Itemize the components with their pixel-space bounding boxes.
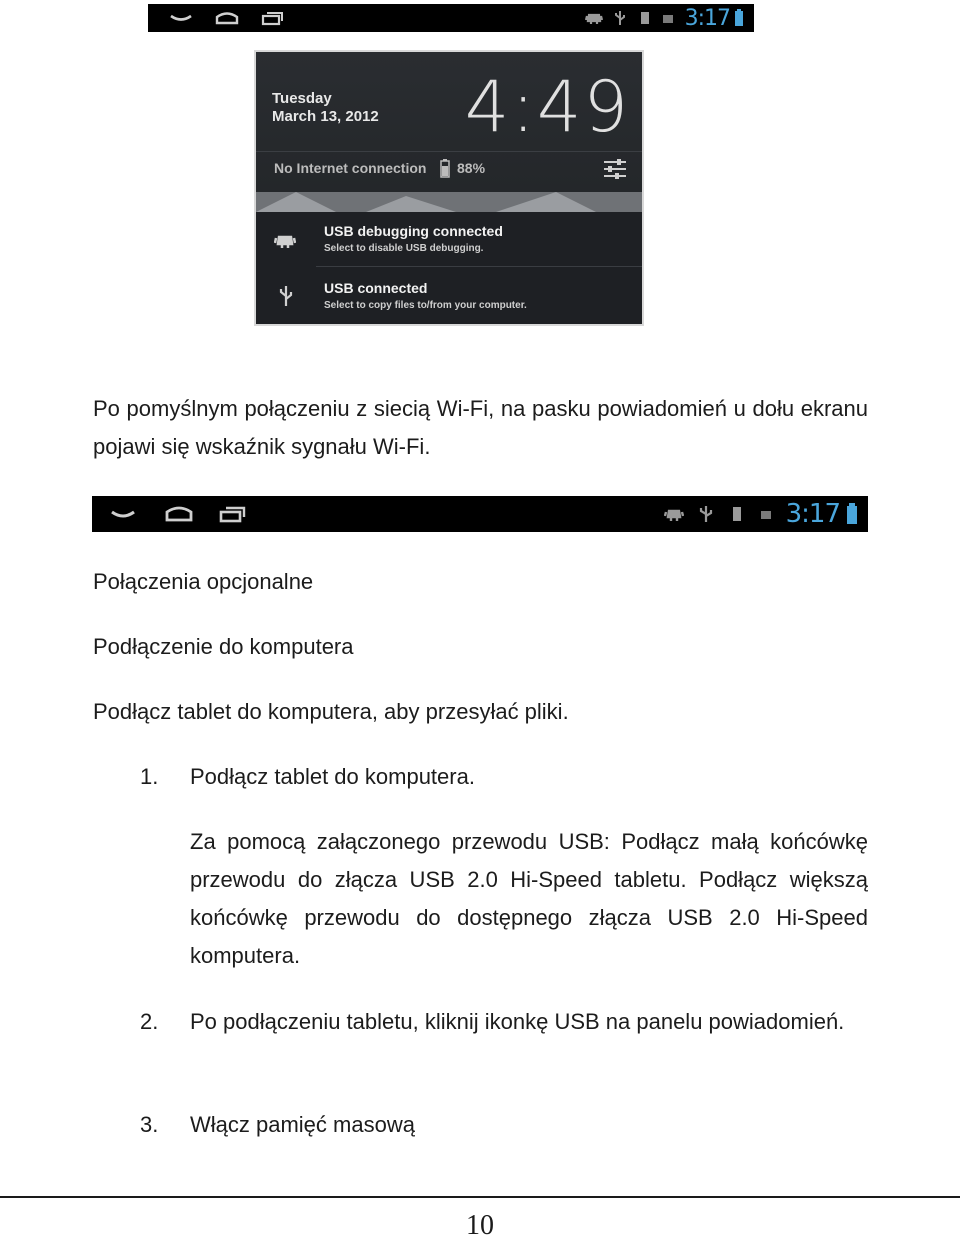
step-number: 3. (140, 1112, 159, 1137)
step-text: Włącz pamięć masową (190, 1112, 415, 1137)
android-debug-icon (664, 505, 684, 523)
step-number: 2. (140, 1009, 159, 1034)
wifi-paragraph: Po pomyślnym połączeniu z siecią Wi-Fi, na pasku powiadomień u dołu ekranu pojawi się wskaźnik sygnału Wi-Fi. (93, 396, 868, 459)
android-debug-icon (585, 10, 603, 26)
back-icon[interactable] (108, 504, 138, 524)
step-text: Podłącz tablet do komputera. (190, 764, 475, 789)
step1-detail: Za pomocą załączonego przewodu USB: Podłącz małą końcówkę przewodu do złącza USB 2.0 Hi-Speed tabletu. Podłącz większą końcówkę przewodu do dostępnego złącza USB 2.0 Hi-Speed komputera. (190, 829, 868, 968)
day-label: Tuesday (272, 90, 332, 107)
panel-clock: 4:49 (464, 66, 630, 148)
heading-computer-connection: Podłączenie do komputera (93, 634, 354, 659)
usb-icon (611, 10, 629, 26)
android-debug-icon (274, 231, 296, 251)
image-icon (661, 10, 675, 26)
image-icon (758, 505, 774, 523)
status-clock: 3:17 (684, 5, 730, 31)
intro-text: Podłącz tablet do komputera, aby przesyłać pliki. (93, 699, 569, 724)
notification-subtitle: Select to copy files to/from your computer. (324, 300, 527, 311)
usb-icon (696, 505, 716, 523)
sd-card-icon (637, 10, 653, 26)
bottom-system-bar (92, 496, 868, 532)
notification-title: USB debugging connected (324, 223, 503, 239)
step-text: Po podłączeniu tabletu, kliknij ikonkę USB na panelu powiadomień. (190, 1009, 845, 1034)
notification-panel (256, 52, 642, 324)
notification-title: USB connected (324, 280, 428, 296)
notification-usb-connected[interactable] (256, 267, 642, 324)
settings-sliders-icon[interactable] (602, 158, 628, 180)
network-status: No Internet connection (274, 160, 427, 176)
footer-divider (0, 1196, 960, 1198)
top-system-bar (148, 4, 754, 32)
battery-icon (846, 503, 858, 525)
usb-icon (276, 285, 296, 307)
home-icon[interactable] (164, 504, 194, 524)
notification-subtitle: Select to disable USB debugging. (324, 243, 484, 254)
battery-icon (734, 9, 744, 27)
page-number: 10 (466, 1210, 494, 1241)
wallpaper-strip (256, 192, 642, 212)
status-clock: 3:17 (785, 499, 840, 529)
battery-icon (439, 158, 451, 178)
recent-apps-icon[interactable] (218, 504, 248, 524)
date-label: March 13, 2012 (272, 108, 379, 125)
notification-usb-debugging[interactable] (256, 212, 642, 270)
recent-apps-icon[interactable] (260, 10, 286, 26)
sd-card-icon (728, 505, 746, 523)
heading-optional-connections: Połączenia opcjonalne (93, 569, 314, 594)
back-icon[interactable] (168, 10, 194, 26)
battery-percent: 88% (457, 160, 486, 176)
step-number: 1. (140, 764, 159, 789)
date-block (272, 90, 379, 126)
home-icon[interactable] (214, 10, 240, 26)
